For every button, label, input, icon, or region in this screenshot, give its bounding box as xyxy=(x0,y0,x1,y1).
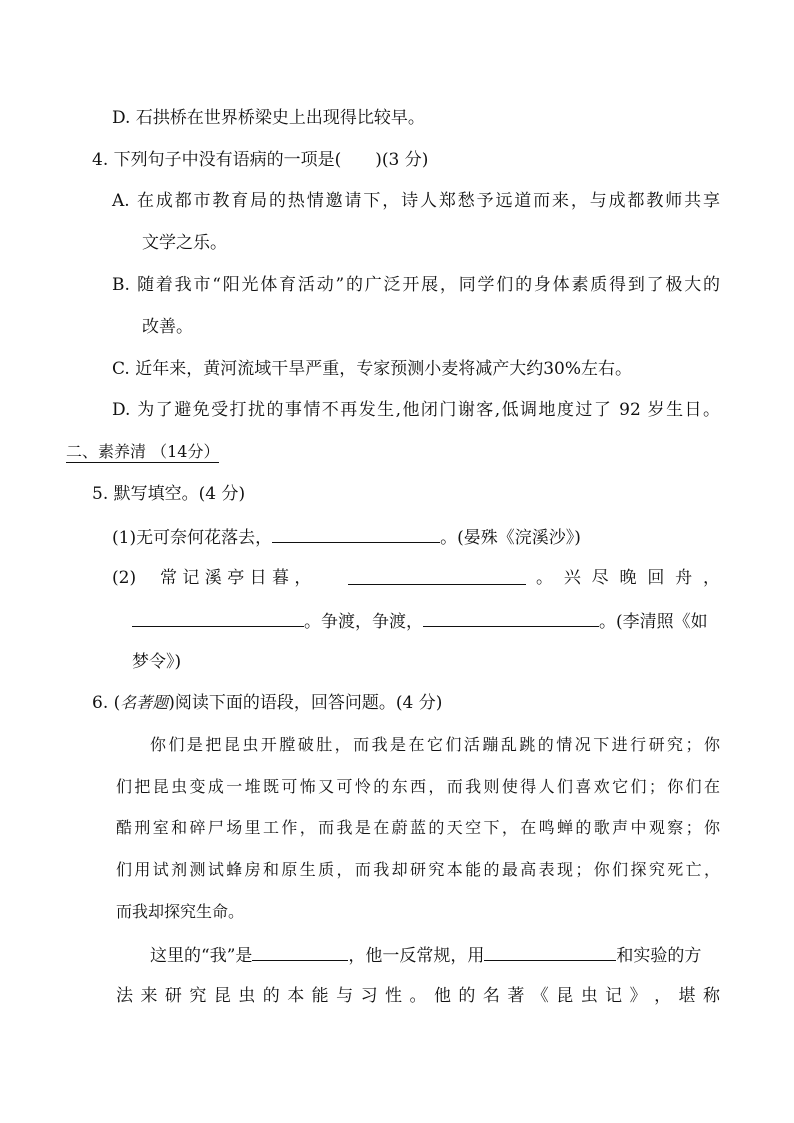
q4-option-a-line2: 文学之乐。 xyxy=(142,233,227,253)
q6-tag: 名著题 xyxy=(120,693,169,712)
q6-stem xyxy=(92,691,442,715)
q6-stem-text: )阅读下面的语段，回答问题。(4 分) xyxy=(168,693,443,713)
q6-question-line2: 法 来 研 究 昆 虫 的 本 能 与 习 性 。 他 的 名 著 《 昆 虫 记 》 ， 堪 称 xyxy=(116,986,720,1006)
q5-part2-blank1-wrap xyxy=(348,566,526,592)
q6-question-b: ，他一反常规，用 xyxy=(348,946,485,966)
q5-part2-line2 xyxy=(132,608,708,634)
q6-quote-line3: 酷刑室和碎尸场里工作，而我是在蔚蓝的天空下，在鸣蝉的歌声中观察；你 xyxy=(116,818,720,837)
q6-quote-line5: 而我却探究生命。 xyxy=(116,902,245,921)
q5-part2-prompt-b: 。 兴 尽 晚 回 舟 ， xyxy=(536,568,720,588)
q5-stem: 5. 默写填空。(4 分) xyxy=(92,484,246,504)
q5-part2-blank2[interactable] xyxy=(132,608,304,627)
q5-part1-source: 。(晏殊《浣溪沙》) xyxy=(440,528,581,548)
q4-option-b-line1: B. 随着我市“阳光体育活动”的广泛开展，同学们的身体素质得到了极大的 xyxy=(112,275,720,295)
q5-part2-source-end: 梦令》) xyxy=(132,652,182,672)
q4-option-d: D. 为了避免受打扰的事情不再发生,他闭门谢客,低调地度过了 92 岁生日。 xyxy=(112,400,720,420)
q6-quote-line1: 你们是把昆虫开膛破肚，而我是在它们活蹦乱跳的情况下进行研究；你 xyxy=(150,735,720,754)
q5-part2-label: (2) xyxy=(112,568,137,588)
q5-part2-blank3[interactable] xyxy=(423,608,599,627)
q6-question-a: 这里的“我”是 xyxy=(150,946,253,966)
q5-part1 xyxy=(112,524,581,550)
q4-option-b-line2: 改善。 xyxy=(142,317,193,337)
q6-number: 6. ( xyxy=(92,693,121,713)
q5-part2-prompt-c: 。争渡，争渡， xyxy=(304,612,423,632)
q4-option-a-line1: A. 在成都市教育局的热情邀请下，诗人郑愁予远道而来，与成都教师共享 xyxy=(112,191,720,211)
q5-part2-source: 。(李清照《如 xyxy=(599,612,708,632)
q5-part1-prompt: (1)无可奈何花落去， xyxy=(112,528,273,548)
q3-option-d: D. 石拱桥在世界桥梁史上出现得比较早。 xyxy=(112,108,425,128)
q6-blank-method[interactable] xyxy=(484,942,616,961)
q5-part2-blank1[interactable] xyxy=(348,566,526,585)
q6-quote-line4: 们用试剂测试蜂房和原生质，而我却研究本能的最高表现；你们探究死亡， xyxy=(116,860,720,879)
q6-question-c: 和实验的方 xyxy=(616,946,702,966)
q4-stem-text: 4. 下列句子中没有语病的一项是( xyxy=(92,150,342,170)
section-title-text: 二、素养清 （14分） xyxy=(66,442,220,461)
q6-quote-line2: 们把昆虫变成一堆既可怖又可怜的东西，而我则使得人们喜欢它们；你们在 xyxy=(116,777,720,796)
section-title xyxy=(66,440,219,464)
q6-blank-name[interactable] xyxy=(252,942,348,961)
q4-stem xyxy=(92,148,428,172)
q4-points: )(3 分) xyxy=(375,150,429,170)
q6-question-line1 xyxy=(150,942,701,968)
q5-part2-prompt-a: 常 记 溪 亭 日 暮 ， xyxy=(160,568,312,588)
q4-option-c: C. 近年来，黄河流域干旱严重，专家预测小麦将减产大约30%左右。 xyxy=(112,359,632,379)
q5-part1-blank[interactable] xyxy=(272,524,440,543)
